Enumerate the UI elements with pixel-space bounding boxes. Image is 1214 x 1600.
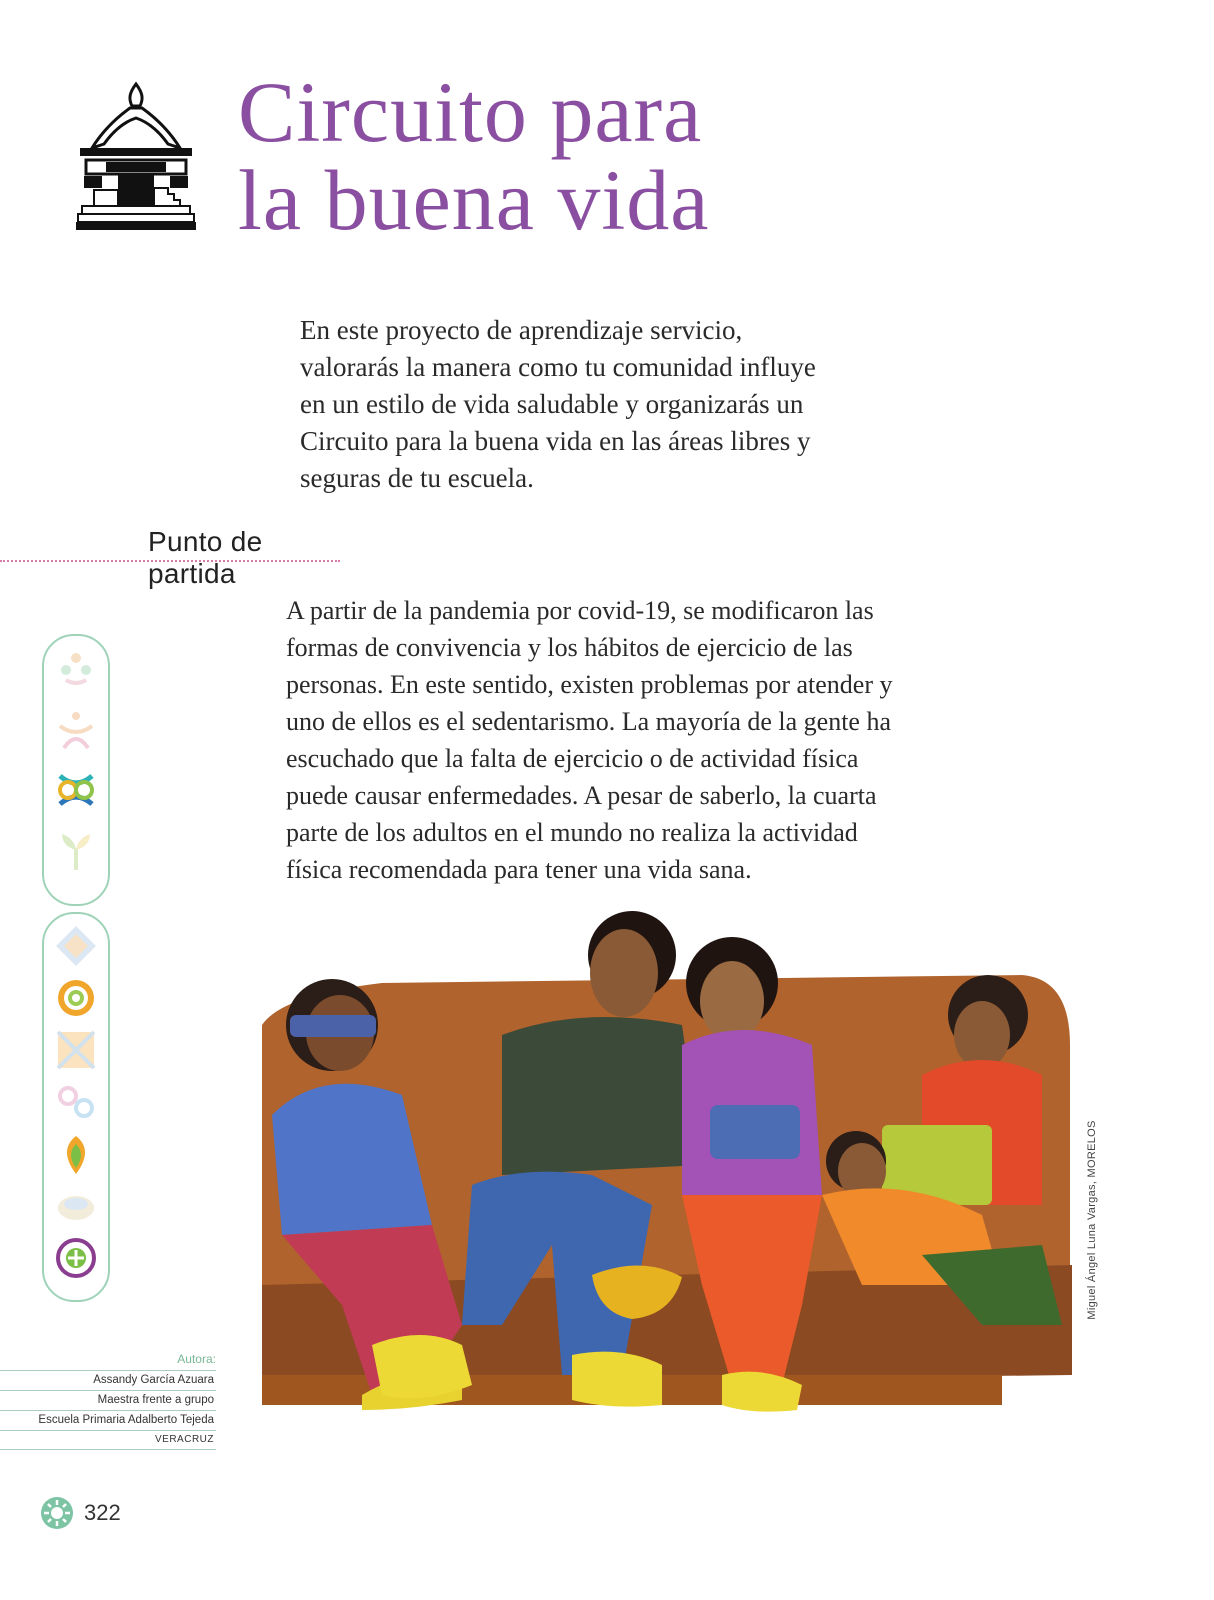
- people-icon[interactable]: [54, 708, 98, 752]
- author-block: [0, 1352, 216, 1450]
- title-line-2: la buena vida: [238, 152, 710, 248]
- author-heading: Autora:: [177, 1352, 216, 1366]
- author-state: VERACRUZ: [0, 1430, 216, 1450]
- square-icon[interactable]: [54, 1028, 98, 1072]
- title-line-1: Circuito para: [238, 64, 703, 160]
- section-header: [0, 522, 340, 589]
- page-number: 322: [84, 1500, 121, 1525]
- connection-icon[interactable]: [54, 768, 98, 812]
- globe-icon[interactable]: [54, 1236, 98, 1280]
- sidebar-icon-group-1: [42, 634, 110, 906]
- turtle-icon[interactable]: [54, 1184, 98, 1228]
- body-paragraph: A partir de la pandemia por covid-19, se modificaron las formas de convivencia y los hábitos de ejercicio de las personas. En este sentido, existen problemas por atender y uno de ellos es el sedentarismo. La mayoría de la gente ha escuchado que la falta de ejercicio o de actividad física puede causar enfermedades. A pesar de saberlo, la cuarta parte de los adultos en el mundo no realiza la actividad física recomendada para tener una vida sana.: [286, 596, 893, 884]
- illustration-credit-text: Miguel Ángel Luna Vargas, MORELOS: [1086, 1120, 1098, 1320]
- page-title: [238, 64, 710, 248]
- plant-person-icon[interactable]: [54, 830, 98, 874]
- spiral-icon[interactable]: [54, 976, 98, 1020]
- diamond-icon[interactable]: [54, 924, 98, 968]
- family-couch-illustration: [262, 905, 1082, 1455]
- links-icon[interactable]: [54, 1080, 98, 1124]
- temple-logo-icon: [72, 78, 200, 238]
- intro-paragraph: En este proyecto de aprendizaje servicio, valorarás la manera como tu comunidad influye en un estilo de vida saludable y organizarás un Circuito para la buena vida en las áreas libres y seguras de tu escuela.: [300, 315, 816, 493]
- author-role: Maestra frente a grupo: [0, 1390, 216, 1410]
- illustration-credit: [1084, 1120, 1100, 1320]
- author-school: Escuela Primaria Adalberto Tejeda: [0, 1410, 216, 1430]
- section-title: Punto de partida: [148, 526, 263, 589]
- section-divider: [0, 560, 340, 562]
- community-icon[interactable]: [54, 646, 98, 690]
- leaf-icon[interactable]: [54, 1132, 98, 1176]
- page-marker-icon: [40, 1496, 74, 1530]
- sidebar-icon-group-2: [42, 912, 110, 1302]
- author-name: Assandy García Azuara: [0, 1370, 216, 1390]
